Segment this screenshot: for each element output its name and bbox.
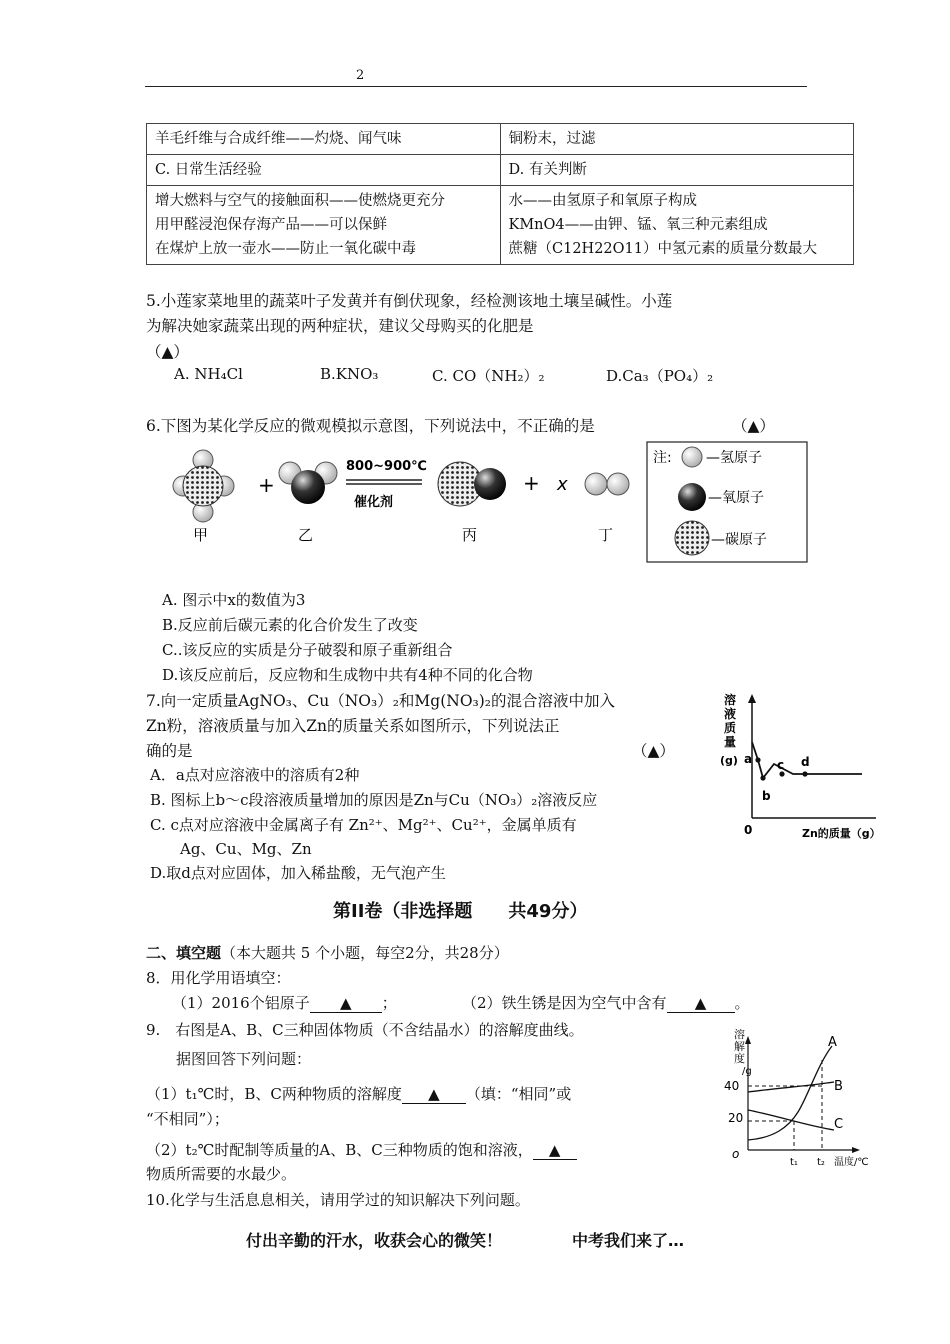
q5-mark: （▲）: [146, 343, 189, 361]
graph-ylabel: 量: [724, 735, 737, 749]
table-cell: D. 有关判断: [500, 155, 854, 186]
point-a: [755, 757, 760, 762]
q8-part2-end: 。: [734, 994, 750, 1012]
q8-part2-blank[interactable]: ▲: [667, 994, 735, 1013]
label-b: b: [762, 789, 771, 803]
hydrogen-atom-icon: [682, 447, 702, 467]
q9-line2: 据图回答下列问题：: [176, 1050, 312, 1068]
label-bing: 丙: [462, 526, 478, 544]
q8-stem: 8．用化学用语填空：: [146, 969, 291, 987]
arrow-up-icon: [748, 694, 756, 703]
graph-yunit: (g): [720, 754, 738, 767]
q9-part1-continued: “不相同”）；: [146, 1110, 229, 1128]
q6-option-c: C..该反应的实质是分子破裂和原子重新组合: [162, 641, 453, 659]
plus-sign-1: +: [258, 473, 275, 497]
chart-ylabel: 度: [734, 1052, 745, 1065]
q7-option-c: C. c点对应溶液中金属离子有 Zn²⁺、Mg²⁺、Cu²⁺，金属单质有: [150, 816, 577, 834]
q9-part1-hint: （填：“相同”或: [465, 1085, 572, 1103]
comparison-table: [146, 123, 854, 265]
label-curve-c: C: [834, 1117, 844, 1132]
q9-part1-blank[interactable]: ▲: [402, 1085, 466, 1104]
q6-option-b: B.反应前后碳元素的化合价发生了改变: [162, 616, 418, 634]
chart-origin: o: [732, 1147, 740, 1161]
q8-part1-end: ；: [381, 994, 397, 1012]
q7-option-c-continued: Ag、Cu、Mg、Zn: [180, 840, 312, 858]
hydrogen-molecule: [585, 473, 629, 495]
solubility-chart: [718, 1024, 888, 1172]
condition-temperature: 800~900℃: [346, 459, 427, 474]
q5-line1: 5.小莲家菜地里的蔬菜叶子发黄并有倒伏现象，经检测该地土壤呈碱性。小莲: [146, 292, 673, 310]
q9-part1: [146, 1083, 571, 1104]
page-number: 2: [356, 68, 365, 83]
table-cell: 铜粉末，过滤: [500, 124, 854, 155]
legend-oxygen: —氧原子: [708, 490, 764, 506]
q8-part1: [172, 992, 397, 1013]
q9-part1-text: （1）t₁℃时，B、C两种物质的溶解度: [146, 1085, 402, 1103]
footer-slogan-right: 中考我们来了…: [572, 1231, 685, 1250]
label-a: a: [744, 752, 753, 766]
reaction-diagram: [160, 440, 820, 572]
q5-option-c: C. CO（NH₂）₂: [432, 367, 545, 385]
plus-sign-2: +: [523, 471, 540, 495]
point-b: [760, 775, 765, 780]
condition-catalyst: 催化剂: [354, 495, 394, 510]
label-c: c: [777, 758, 785, 772]
label-curve-b: B: [834, 1079, 843, 1094]
curve-b: [748, 1082, 834, 1092]
methane-molecule: [173, 450, 234, 522]
q5-option-a: A. NH₄Cl: [174, 365, 243, 383]
co-molecule: [438, 462, 506, 506]
q9-line1: 9. 右图是A、B、C三种固体物质（不含结晶水）的溶解度曲线。: [146, 1021, 584, 1039]
q7-line3: 确的是: [146, 742, 193, 760]
q7-line1: 7.向一定质量AgNO₃、Cu（NO₃）₂和Mg(NO₃)₂的混合溶液中加入: [146, 692, 616, 710]
table-row: [147, 124, 854, 155]
table-row: [147, 186, 854, 265]
ytick-40: 40: [724, 1079, 740, 1093]
table-cell: C. 日常生活经验: [147, 155, 501, 186]
chart-xlabel: 温度/℃: [834, 1157, 869, 1168]
q9-part2: [146, 1139, 577, 1160]
q6-mark: （▲）: [732, 417, 775, 435]
q6-option-a: A. 图示中x的数值为3: [162, 591, 306, 609]
graph-xlabel: Zn的质量（g）: [802, 827, 881, 840]
q9-part2-continued: 物质所需要的水最少。: [146, 1165, 297, 1183]
arrow-up-icon: [745, 1036, 751, 1044]
q7-option-b: B. 图标上b～c段溶液质量增加的原因是Zn与Cu（NO₃）₂溶液反应: [150, 791, 598, 809]
q5-line2: 为解决她家蔬菜出现的两种症状，建议父母购买的化肥是: [146, 317, 534, 335]
point-d: [802, 771, 807, 776]
ytick-20: 20: [728, 1111, 744, 1125]
curve-c: [748, 1110, 834, 1130]
graph-ylabel: 液: [724, 707, 737, 721]
solution-mass-graph: [716, 686, 896, 846]
point-c: [779, 771, 784, 776]
carbon-atom-icon: [675, 521, 709, 555]
q8-part2-text: （2）铁生锈是因为空气中含有: [462, 994, 667, 1012]
label-d: d: [801, 755, 810, 769]
q7-option-d: D.取d点对应固体，加入稀盐酸，无气泡产生: [150, 864, 446, 882]
xtick-t2: t₂: [817, 1157, 825, 1168]
q9-part2-blank[interactable]: ▲: [533, 1141, 577, 1160]
header-rule: [145, 86, 807, 87]
arrow-right-icon: [852, 1147, 860, 1153]
table-cell: 羊毛纤维与合成纤维——灼烧、闻气味: [147, 124, 501, 155]
legend-title: 注:: [653, 450, 672, 466]
footer-slogan: 付出辛勤的汗水，收获会心的微笑！: [246, 1231, 503, 1250]
label-ding: 丁: [598, 526, 614, 544]
fill-heading: [146, 942, 509, 963]
label-yi: 乙: [298, 526, 314, 544]
q8-part2: [462, 992, 750, 1013]
table-row: [147, 155, 854, 186]
fill-heading-bold: 二、填空题: [146, 944, 222, 962]
q5-option-b: B.KNO₃: [320, 365, 379, 383]
q8-part1-text: （1）2016个铝原子: [172, 994, 310, 1012]
q8-part1-blank[interactable]: ▲: [310, 994, 382, 1013]
section-title: 第II卷（非选择题 共49分）: [333, 901, 588, 922]
q7-line2: Zn粉，溶液质量与加入Zn的质量关系如图所示，下列说法正: [146, 717, 560, 735]
xtick-t1: t₁: [790, 1157, 798, 1168]
coefficient-x: x: [557, 474, 568, 495]
graph-ylabel: 溶: [724, 693, 737, 707]
q10-stem: 10.化学与生活息息相关，请用学过的知识解决下列问题。: [146, 1191, 530, 1209]
q7-mark: （▲）: [632, 742, 675, 760]
curve-a: [748, 1046, 832, 1140]
q9-part2-text: （2）t₂℃时配制等质量的A、B、C三种物质的饱和溶液，: [146, 1141, 533, 1159]
q7-option-a: A．a点对应溶液中的溶质有2种: [150, 766, 360, 784]
chart-ylabel: 溶: [734, 1028, 745, 1041]
label-curve-a: A: [828, 1035, 837, 1050]
chart-yunit: /g: [742, 1066, 752, 1077]
q6-stem: 6.下图为某化学反应的微观模拟示意图，下列说法中，不正确的是: [146, 417, 595, 435]
q5-option-d: D.Ca₃（PO₄）₂: [606, 367, 714, 385]
label-jia: 甲: [193, 526, 209, 544]
graph-ylabel: 质: [724, 721, 737, 735]
chart-ylabel: 解: [734, 1040, 745, 1053]
table-cell: 增大燃料与空气的接触面积——使燃烧更充分 用甲醛浸泡保存海产品——可以保鲜 在煤炉上放一壶水——防止一氧化碳中毒: [147, 186, 501, 265]
water-molecule: [279, 462, 337, 504]
table-cell: 水——由氢原子和氧原子构成 KMnO4——由钾、锰、氧三种元素组成 蔗糖（C12H22O11）中氢元素的质量分数最大: [500, 186, 854, 265]
legend-hydrogen: —氢原子: [706, 450, 762, 466]
legend-carbon: —碳原子: [711, 532, 767, 548]
fill-heading-rest: （本大题共 5 个小题，每空2分，共28分）: [221, 944, 509, 962]
q6-option-d: D.该反应前后，反应物和生成物中共有4种不同的化合物: [162, 666, 533, 684]
graph-origin: 0: [744, 823, 753, 837]
oxygen-atom-icon: [678, 483, 706, 511]
